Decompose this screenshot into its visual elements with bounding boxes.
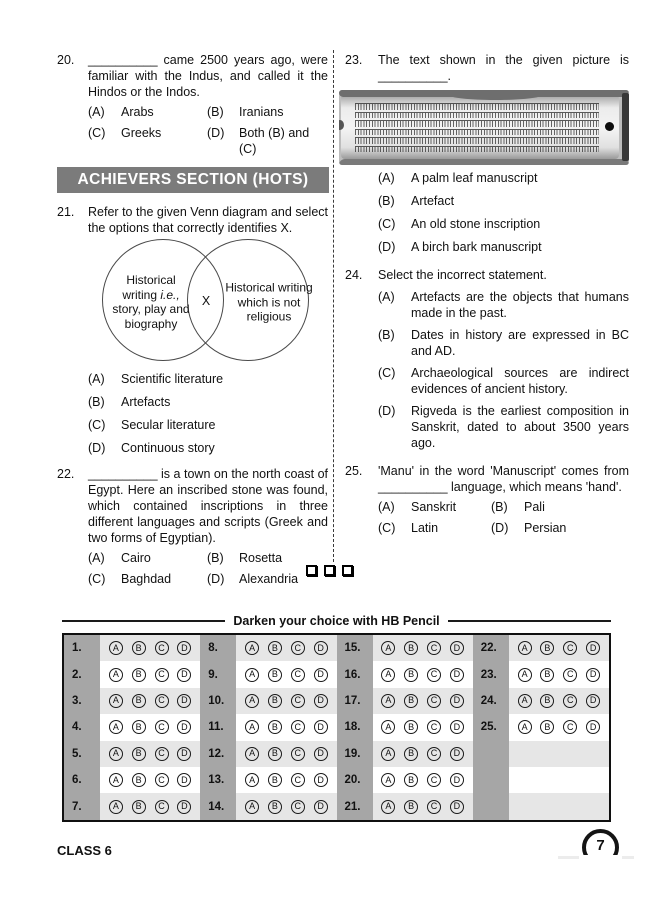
bubble-b[interactable]: B: [268, 720, 282, 734]
bubble-c[interactable]: C: [155, 773, 169, 787]
bubble-a[interactable]: A: [109, 800, 123, 814]
option-text: Artefact: [411, 194, 455, 208]
omr-column-4: [473, 635, 609, 820]
omr-row: [64, 635, 200, 661]
bubble-c[interactable]: C: [155, 800, 169, 814]
bubble-b[interactable]: B: [404, 668, 418, 682]
bubble-d[interactable]: D: [586, 668, 600, 682]
omr-bubble-group: [509, 635, 609, 661]
bubble-c[interactable]: C: [291, 720, 305, 734]
question-25-text: 'Manu' in the word 'Manuscript' comes from __________ language, which means 'hand'.: [378, 464, 629, 494]
achievers-section-banner: ACHIEVERS SECTION (HOTS): [57, 167, 329, 193]
omr-question-number: 25.: [473, 714, 509, 740]
bubble-d[interactable]: D: [586, 694, 600, 708]
bubble-d[interactable]: D: [177, 800, 191, 814]
omr-question-number: 23.: [473, 661, 509, 687]
option-text: A palm leaf manuscript: [411, 171, 538, 185]
omr-bubble-group: [100, 714, 200, 740]
option-label: (D): [378, 240, 396, 254]
omr-bubble-group: [236, 793, 336, 819]
bubble-c[interactable]: C: [155, 641, 169, 655]
option-text: An old stone inscription: [411, 217, 541, 231]
rule-line: [62, 620, 225, 622]
omr-question-number: 1.: [64, 635, 100, 661]
omr-bubble-group: [373, 661, 473, 687]
bubble-b[interactable]: B: [268, 694, 282, 708]
option-label: (C): [378, 366, 396, 380]
bubble-d[interactable]: D: [314, 720, 328, 734]
bubble-d[interactable]: D: [450, 668, 464, 682]
option-text: Archaeological sources are indirect evidences of ancient history.: [411, 366, 629, 396]
question-21-text: Refer to the given Venn diagram and select the options that correctly identifies X.: [88, 205, 328, 235]
manuscript-photo: [339, 90, 629, 165]
bubble-a[interactable]: A: [381, 800, 395, 814]
option-label: (D): [207, 572, 225, 586]
bubble-b[interactable]: B: [268, 641, 282, 655]
option-text: Greeks: [121, 126, 162, 140]
question-24-number: 24.: [345, 268, 363, 282]
question-25-options: [378, 499, 629, 536]
question-23-text: The text shown in the given picture is __________.: [378, 53, 629, 83]
omr-bubble-group: [373, 741, 473, 767]
question-22: [57, 466, 328, 587]
omr-question-number: 7.: [64, 793, 100, 819]
option-label: (C): [88, 418, 106, 432]
omr-question-number: 17.: [337, 688, 373, 714]
question-20-number: 20.: [57, 53, 75, 67]
bubble-a[interactable]: A: [109, 773, 123, 787]
omr-bubble-group: [509, 661, 609, 687]
omr-row: [64, 661, 200, 687]
bubble-a[interactable]: A: [518, 668, 532, 682]
end-of-section-squares: [306, 565, 353, 576]
omr-row: [337, 793, 473, 819]
omr-row: [337, 714, 473, 740]
bubble-d[interactable]: D: [450, 747, 464, 761]
option-label: (A): [88, 551, 105, 565]
bubble-b[interactable]: B: [540, 668, 554, 682]
omr-row: [473, 741, 609, 767]
bubble-a[interactable]: A: [109, 668, 123, 682]
bubble-b[interactable]: B: [268, 747, 282, 761]
bubble-c[interactable]: C: [291, 773, 305, 787]
bubble-d[interactable]: D: [177, 668, 191, 682]
question-22-text: __________ is a town on the north coast of Egypt. Here an inscribed stone was found, which contained inscriptions in three different languages and scripts (Greek and two forms of Egyptian).: [88, 467, 328, 545]
bubble-b[interactable]: B: [132, 720, 146, 734]
question-21: [57, 204, 328, 456]
binding-hole: [605, 122, 614, 131]
option-label: (C): [378, 521, 396, 535]
omr-row: [200, 635, 336, 661]
bubble-c[interactable]: C: [291, 694, 305, 708]
omr-bubble-group: [373, 635, 473, 661]
bubble-c[interactable]: C: [155, 694, 169, 708]
option-label: (A): [88, 372, 105, 386]
bubble-b[interactable]: B: [404, 641, 418, 655]
omr-question-number: 24.: [473, 688, 509, 714]
omr-bubble-group: [236, 661, 336, 687]
omr-bubble-group: [373, 793, 473, 819]
option-label: (D): [88, 441, 106, 455]
bubble-a[interactable]: A: [109, 747, 123, 761]
omr-row: [64, 688, 200, 714]
venn-left-label: Historical writing i.e., story, play and biography: [112, 273, 190, 331]
bubble-d[interactable]: D: [314, 694, 328, 708]
bubble-c[interactable]: C: [563, 641, 577, 655]
square-icon: [306, 565, 317, 576]
bubble-b[interactable]: B: [404, 800, 418, 814]
omr-row: [473, 793, 609, 819]
bubble-a[interactable]: A: [381, 747, 395, 761]
omr-question-number: 2.: [64, 661, 100, 687]
bubble-a[interactable]: A: [381, 720, 395, 734]
omr-row: [200, 661, 336, 687]
dark-top-edge: [339, 90, 629, 97]
question-25: [345, 463, 629, 536]
question-23-number: 23.: [345, 53, 363, 67]
omr-question-number: 13.: [200, 767, 236, 793]
bubble-c[interactable]: C: [563, 668, 577, 682]
venn-diagram: [88, 239, 328, 365]
bubble-c[interactable]: C: [427, 773, 441, 787]
option-label: (B): [207, 551, 224, 565]
bubble-d[interactable]: D: [177, 641, 191, 655]
venn-right-label: Historical writing which is not religious: [225, 280, 313, 324]
bubble-d[interactable]: D: [177, 720, 191, 734]
omr-question-number: 14.: [200, 793, 236, 819]
dark-right-strip: [622, 93, 629, 161]
omr-row: [64, 741, 200, 767]
bubble-b[interactable]: B: [404, 720, 418, 734]
omr-bubble-group: [100, 688, 200, 714]
option-text: Dates in history are expressed in BC and AD.: [411, 328, 629, 358]
omr-question-number: 11.: [200, 714, 236, 740]
omr-row: [200, 741, 336, 767]
option-label: (C): [378, 217, 396, 231]
option-text: Rigveda is the earliest composition in Sanskrit, dated to about 3500 years ago.: [411, 404, 629, 450]
question-22-number: 22.: [57, 467, 75, 481]
left-column: [57, 52, 328, 597]
bubble-a[interactable]: A: [381, 668, 395, 682]
bubble-a[interactable]: A: [109, 694, 123, 708]
bubble-c[interactable]: C: [427, 694, 441, 708]
option-text: A birch bark manuscript: [411, 240, 542, 254]
question-21-number: 21.: [57, 205, 75, 219]
bubble-a[interactable]: A: [518, 720, 532, 734]
omr-bubble-group: [236, 714, 336, 740]
omr-row: [64, 767, 200, 793]
omr-bubble-group: [373, 714, 473, 740]
omr-question-number: 15.: [337, 635, 373, 661]
omr-row: [337, 688, 473, 714]
omr-bubble-group: [100, 635, 200, 661]
omr-bubble-group: [509, 688, 609, 714]
bubble-c[interactable]: C: [563, 720, 577, 734]
option-label: (D): [491, 521, 509, 535]
question-20-options: [88, 104, 328, 157]
bubble-b[interactable]: B: [132, 747, 146, 761]
bubble-a[interactable]: A: [381, 773, 395, 787]
omr-row: [337, 741, 473, 767]
omr-row: [64, 793, 200, 819]
bubble-d[interactable]: D: [450, 720, 464, 734]
bubble-b[interactable]: B: [132, 641, 146, 655]
question-24-text: Select the incorrect statement.: [378, 268, 547, 282]
bubble-a[interactable]: A: [245, 641, 259, 655]
option-text: Cairo: [121, 551, 151, 565]
omr-row: [337, 635, 473, 661]
option-text: Alexandria: [239, 572, 299, 586]
bubble-c[interactable]: C: [291, 641, 305, 655]
option-label: (B): [491, 500, 508, 514]
option-label: (A): [88, 105, 105, 119]
bubble-b[interactable]: B: [404, 694, 418, 708]
omr-question-number: [473, 793, 509, 819]
omr-question-number: 18.: [337, 714, 373, 740]
omr-question-number: 6.: [64, 767, 100, 793]
option-text: Pali: [524, 500, 545, 514]
question-23-options: [378, 170, 629, 255]
bubble-b[interactable]: B: [268, 800, 282, 814]
question-24-options: [378, 289, 629, 451]
omr-bubble-group: [373, 688, 473, 714]
omr-question-number: [473, 741, 509, 767]
question-23: [345, 52, 629, 84]
bubble-d[interactable]: D: [450, 694, 464, 708]
option-text: Both (B) and (C): [239, 126, 310, 156]
question-25-number: 25.: [345, 464, 363, 478]
option-text: Rosetta: [239, 551, 283, 565]
bubble-a[interactable]: A: [518, 694, 532, 708]
square-icon: [342, 565, 353, 576]
bubble-d[interactable]: D: [314, 800, 328, 814]
option-text: Latin: [411, 521, 439, 535]
script-text-lines: [355, 103, 599, 152]
page-number-badge: [582, 829, 619, 866]
bubble-a[interactable]: A: [245, 668, 259, 682]
bubble-a[interactable]: A: [109, 720, 123, 734]
option-text: Sanskrit: [411, 500, 457, 514]
bubble-b[interactable]: B: [268, 668, 282, 682]
omr-row: [200, 688, 336, 714]
omr-column-1: [64, 635, 200, 820]
rule-line: [448, 620, 611, 622]
omr-bubble-group: [100, 767, 200, 793]
option-text: Artefacts: [121, 395, 171, 409]
bubble-b[interactable]: B: [404, 747, 418, 761]
bubble-c[interactable]: C: [427, 800, 441, 814]
bubble-b[interactable]: B: [268, 773, 282, 787]
omr-row: [337, 767, 473, 793]
bubble-b[interactable]: B: [540, 694, 554, 708]
dark-bottom-edge: [339, 159, 629, 165]
bubble-a[interactable]: A: [245, 720, 259, 734]
bubble-c[interactable]: C: [563, 694, 577, 708]
bubble-c[interactable]: C: [427, 668, 441, 682]
question-22-options: [88, 550, 328, 587]
right-column: [345, 52, 629, 546]
omr-question-number: 21.: [337, 793, 373, 819]
bubble-d[interactable]: D: [314, 747, 328, 761]
bubble-d[interactable]: D: [314, 668, 328, 682]
bubble-b[interactable]: B: [404, 773, 418, 787]
omr-bubble-group: [509, 767, 609, 793]
bubble-b[interactable]: B: [132, 800, 146, 814]
bubble-c[interactable]: C: [291, 747, 305, 761]
bubble-a[interactable]: A: [245, 773, 259, 787]
omr-question-number: 10.: [200, 688, 236, 714]
omr-column-3: [337, 635, 473, 820]
option-text: Iranians: [239, 105, 284, 119]
bubble-d[interactable]: D: [177, 773, 191, 787]
bubble-b[interactable]: B: [540, 641, 554, 655]
option-label: (C): [88, 572, 106, 586]
option-text: Scientific literature: [121, 372, 224, 386]
bubble-c[interactable]: C: [291, 668, 305, 682]
bubble-d[interactable]: D: [314, 773, 328, 787]
bubble-b[interactable]: B: [132, 668, 146, 682]
bubble-d[interactable]: D: [177, 747, 191, 761]
option-text: Continuous story: [121, 441, 215, 455]
option-text: Persian: [524, 521, 567, 535]
bubble-d[interactable]: D: [314, 641, 328, 655]
bubble-c[interactable]: C: [155, 747, 169, 761]
omr-question-number: 12.: [200, 741, 236, 767]
omr-bubble-group: [509, 741, 609, 767]
option-text: Arabs: [121, 105, 154, 119]
omr-row: [473, 661, 609, 687]
omr-row: [200, 793, 336, 819]
bubble-a[interactable]: A: [381, 694, 395, 708]
omr-bubble-group: [236, 767, 336, 793]
omr-question-number: 9.: [200, 661, 236, 687]
square-icon: [324, 565, 335, 576]
omr-question-number: 5.: [64, 741, 100, 767]
omr-table: [62, 633, 611, 822]
bubble-b[interactable]: B: [540, 720, 554, 734]
class-label: CLASS 6: [57, 843, 112, 858]
omr-row: [473, 688, 609, 714]
option-label: (B): [88, 395, 105, 409]
bubble-d[interactable]: D: [450, 773, 464, 787]
bubble-c[interactable]: C: [427, 641, 441, 655]
question-21-options: [88, 371, 328, 456]
bubble-d[interactable]: D: [450, 641, 464, 655]
option-label: (A): [378, 290, 395, 304]
omr-row: [473, 767, 609, 793]
omr-question-number: 3.: [64, 688, 100, 714]
bubble-d[interactable]: D: [177, 694, 191, 708]
bubble-a[interactable]: A: [245, 747, 259, 761]
option-label: (B): [378, 328, 395, 342]
omr-row: [473, 714, 609, 740]
bubble-b[interactable]: B: [132, 694, 146, 708]
omr-bubble-group: [509, 714, 609, 740]
omr-question-number: 22.: [473, 635, 509, 661]
omr-row: [200, 714, 336, 740]
bubble-d[interactable]: D: [450, 800, 464, 814]
bubble-b[interactable]: B: [132, 773, 146, 787]
page-number: 7: [596, 837, 605, 854]
omr-question-number: 16.: [337, 661, 373, 687]
omr-bubble-group: [100, 661, 200, 687]
question-20: [57, 52, 328, 157]
omr-bubble-group: [236, 688, 336, 714]
bubble-c[interactable]: C: [155, 720, 169, 734]
column-divider: [333, 50, 334, 562]
bubble-a[interactable]: A: [245, 694, 259, 708]
omr-question-number: 4.: [64, 714, 100, 740]
omr-bubble-group: [373, 767, 473, 793]
omr-question-number: 8.: [200, 635, 236, 661]
omr-title: Darken your choice with HB Pencil: [233, 614, 440, 628]
omr-title-row: [62, 614, 611, 628]
bubble-c[interactable]: C: [155, 668, 169, 682]
question-24: [345, 267, 629, 451]
omr-question-number: [473, 767, 509, 793]
option-label: (D): [378, 404, 396, 418]
option-label: (A): [378, 171, 395, 185]
omr-row: [64, 714, 200, 740]
venn-intersection-label: X: [201, 294, 211, 308]
question-20-text: __________ came 2500 years ago, were familiar with the Indus, and called it the Hindos or the Indos.: [88, 53, 328, 99]
omr-bubble-group: [236, 741, 336, 767]
option-label: (B): [378, 194, 395, 208]
bubble-a[interactable]: A: [109, 641, 123, 655]
bubble-a[interactable]: A: [245, 800, 259, 814]
bubble-d[interactable]: D: [586, 641, 600, 655]
omr-question-number: 19.: [337, 741, 373, 767]
bubble-a[interactable]: A: [518, 641, 532, 655]
omr-row: [473, 635, 609, 661]
option-text: Baghdad: [121, 572, 172, 586]
bubble-c[interactable]: C: [427, 720, 441, 734]
option-label: (D): [207, 126, 225, 140]
omr-bubble-group: [509, 793, 609, 819]
option-label: (A): [378, 500, 395, 514]
omr-column-2: [200, 635, 336, 820]
bubble-c[interactable]: C: [291, 800, 305, 814]
option-text: Secular literature: [121, 418, 216, 432]
omr-row: [200, 767, 336, 793]
omr-bubble-group: [100, 741, 200, 767]
omr-question-number: 20.: [337, 767, 373, 793]
omr-answer-sheet: [62, 614, 611, 822]
option-text: Artefacts are the objects that humans made in the past.: [411, 290, 629, 320]
option-label: (C): [88, 126, 106, 140]
bubble-a[interactable]: A: [381, 641, 395, 655]
bubble-d[interactable]: D: [586, 720, 600, 734]
omr-row: [337, 661, 473, 687]
bubble-c[interactable]: C: [427, 747, 441, 761]
omr-bubble-group: [236, 635, 336, 661]
option-label: (B): [207, 105, 224, 119]
omr-bubble-group: [100, 793, 200, 819]
